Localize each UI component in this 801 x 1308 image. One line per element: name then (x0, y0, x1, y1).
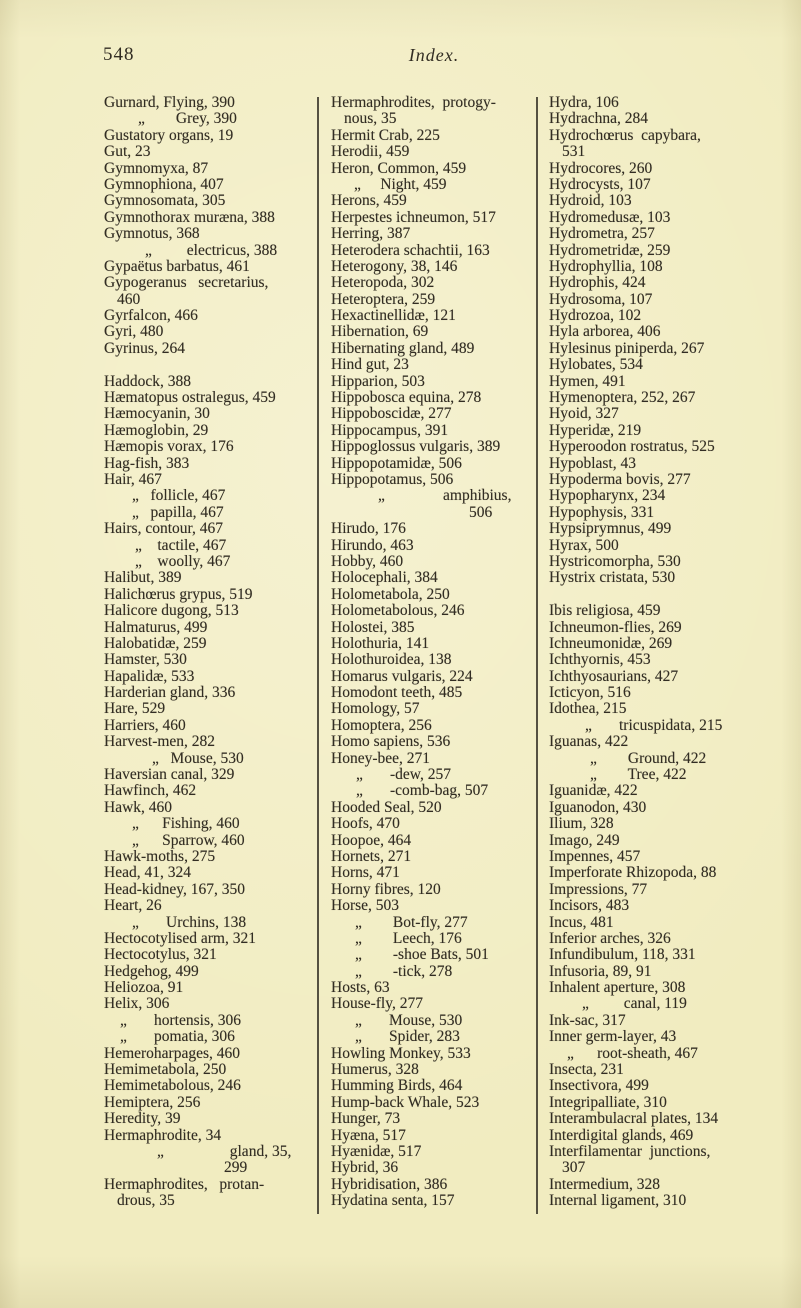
index-entry: Holocephali, 384 (331, 569, 438, 587)
index-entry: Horny fibres, 120 (331, 880, 441, 898)
index-entry: Hyæna, 517 (331, 1126, 406, 1144)
index-entry: Halicore dugong, 513 (104, 602, 239, 620)
index-entry: Impennes, 457 (549, 847, 641, 865)
index-entry: Infundibulum, 118, 331 (549, 946, 696, 964)
index-entry: „ woolly, 467 (135, 552, 231, 570)
index-entry: „ Bot-fly, 277 (355, 913, 468, 931)
index-entry: „ Leech, 176 (355, 929, 462, 947)
index-entry: Helix, 306 (104, 995, 170, 1013)
index-entry: Hyperoodon rostratus, 525 (549, 438, 715, 456)
index-entry: Hunger, 73 (331, 1110, 401, 1128)
index-entry: Hydrachna, 284 (549, 110, 648, 128)
index-entry: Hæmatopus ostralegus, 459 (104, 389, 276, 407)
index-entry: Heredity, 39 (104, 1110, 181, 1128)
index-entry: Hylobates, 534 (549, 356, 643, 374)
index-entry: Hystrix cristata, 530 (549, 569, 676, 587)
index-entry: Inferior arches, 326 (549, 929, 671, 947)
index-entry: Hectocotylus, 321 (104, 946, 217, 964)
index-entry: „ Tree, 422 (590, 766, 687, 784)
index-entry: Hemeroharpages, 460 (104, 1044, 241, 1062)
index-entry: „ tricuspidata, 215 (585, 716, 723, 734)
index-entry: Gymnophiona, 407 (104, 175, 224, 193)
index-entry: Holothuroidea, 138 (331, 651, 452, 669)
index-entry: Hump-back Whale, 523 (331, 1093, 480, 1111)
index-entry: Hydrochœrus capybara, (549, 126, 701, 144)
index-entry: Hermaphrodites, protan- (104, 1175, 265, 1193)
index-entry: Hectocotylised arm, 321 (104, 929, 256, 947)
index-entry: Gymnomyxa, 87 (104, 159, 209, 177)
index-entry: Hobby, 460 (331, 552, 404, 570)
index-entry: Heron, Common, 459 (331, 159, 467, 177)
index-entry: Hexactinellidæ, 121 (331, 307, 456, 325)
index-entry: Gyri, 480 (104, 323, 164, 341)
index-entry: Hirudo, 176 (331, 520, 406, 538)
index-entry: Hybridisation, 386 (331, 1175, 448, 1193)
index-entry: Hamster, 530 (104, 651, 187, 669)
index-entry: Harriers, 460 (104, 716, 186, 734)
index-entry: Howling Monkey, 533 (331, 1044, 471, 1062)
column-divider-left (317, 97, 319, 1214)
index-entry: Hippocampus, 391 (331, 421, 449, 439)
index-entry: „ -tick, 278 (355, 962, 453, 980)
index-entry: Heterogony, 38, 146 (331, 257, 458, 275)
index-entry: Gyrinus, 264 (104, 339, 185, 357)
index-entry: Heteropoda, 302 (331, 274, 435, 292)
index-entry: Gymnosomata, 305 (104, 192, 226, 210)
index-entry: „ gland, 35, (157, 1143, 292, 1160)
index-entry: Hippoboscidæ, 277 (331, 405, 452, 423)
index-entry: Hydrophyllia, 108 (549, 257, 663, 275)
index-entry: drous, 35 (117, 1192, 175, 1210)
index-entry: Ichthyosaurians, 427 (549, 667, 679, 685)
index-entry: Intermedium, 328 (549, 1175, 661, 1193)
index-entry: Head-kidney, 167, 350 (104, 880, 246, 898)
index-entry: Integripalliate, 310 (549, 1093, 667, 1111)
index-entry: 531 (562, 143, 586, 161)
index-entry: Hæmoglobin, 29 (104, 421, 209, 439)
index-entry: Hyrax, 500 (549, 536, 619, 554)
index-entry: 307 (562, 1159, 586, 1177)
page-title: Index. (408, 45, 460, 65)
index-entry: Hedgehog, 499 (104, 962, 199, 980)
index-entry: „ Grey, 390 (138, 110, 237, 128)
index-entry: Gypaëtus barbatus, 461 (104, 257, 250, 275)
index-entry: Hoopoe, 464 (331, 831, 412, 849)
index-entry: Horns, 471 (331, 864, 400, 882)
index-entry: Inhalent aperture, 308 (549, 979, 686, 997)
index-entry: Hydra, 106 (549, 94, 619, 111)
index-entry: Hippobosca equina, 278 (331, 389, 482, 407)
index-entry: Hydrometridæ, 259 (549, 241, 671, 259)
index-entry: Imperforate Rhizopoda, 88 (549, 864, 717, 882)
index-entry: Hosts, 63 (331, 979, 390, 997)
index-entry: 299 (224, 1159, 248, 1177)
index-entry: Hydrocysts, 107 (549, 175, 651, 193)
index-entry: Internal ligament, 310 (549, 1192, 687, 1210)
index-entry: Halibut, 389 (104, 569, 182, 587)
index-entry: Hyperidæ, 219 (549, 421, 642, 439)
index-entry: Interdigital glands, 469 (549, 1126, 694, 1144)
index-entry: Hermit Crab, 225 (331, 126, 440, 144)
index-entry: Hydrozoa, 102 (549, 307, 642, 325)
index-entry: 506 (469, 503, 493, 521)
index-entry: Hæmocyanin, 30 (104, 405, 210, 423)
index-entry: Ink-sac, 317 (549, 1011, 626, 1029)
index-entry: Halobatidæ, 259 (104, 634, 207, 652)
index-entry: Hippopotamidæ, 506 (331, 454, 462, 472)
index-entry: Herons, 459 (331, 192, 407, 210)
index-entry: Gurnard, Flying, 390 (104, 94, 235, 111)
index-entry: Hymen, 491 (549, 372, 626, 390)
index-entry: Humming Birds, 464 (331, 1077, 463, 1095)
index-column-left (104, 95, 316, 1210)
index-entry: Halmaturus, 499 (104, 618, 208, 636)
index-entry: Heterodera schachtii, 163 (331, 241, 490, 259)
index-entry: „ electricus, 388 (145, 241, 278, 259)
index-entry: Herpestes ichneumon, 517 (331, 208, 496, 226)
index-entry: Hybrid, 36 (331, 1159, 399, 1177)
index-entry: House-fly, 277 (331, 995, 423, 1013)
index-entry: Hare, 529 (104, 700, 166, 718)
index-entry: Heliozoa, 91 (104, 979, 184, 997)
page-number: 548 (103, 44, 135, 65)
index-entry: „ Night, 459 (354, 175, 447, 193)
index-entry: Interfilamentar junctions, (549, 1143, 711, 1160)
index-entry: Interambulacral plates, 134 (549, 1110, 719, 1128)
index-entry: „ Spider, 283 (355, 1028, 460, 1046)
index-entry: Hypophysis, 331 (549, 503, 655, 521)
index-entry: Icticyon, 516 (549, 684, 631, 702)
index-entry: Head, 41, 324 (104, 864, 191, 882)
index-entry: Insectivora, 499 (549, 1077, 649, 1095)
index-entry: Holostei, 385 (331, 618, 415, 636)
index-entry: „ -dew, 257 (356, 766, 451, 784)
index-entry: Herodii, 459 (331, 143, 410, 161)
index-entry: Hydromedusæ, 103 (549, 208, 671, 226)
index-entry: Hyænidæ, 517 (331, 1143, 422, 1160)
index-entry: Holothuria, 141 (331, 634, 430, 652)
index-entry: „ amphibius, (378, 487, 512, 505)
index-entry: „ root-sheath, 467 (567, 1044, 698, 1062)
index-entry: Harderian gland, 336 (104, 684, 236, 702)
index-entry: Hapalidæ, 533 (104, 667, 195, 685)
index-entry: Hirundo, 463 (331, 536, 414, 554)
index-entry: Hystricomorpha, 530 (549, 552, 681, 570)
index-entry: „ follicle, 467 (132, 487, 226, 505)
index-entry: „ Ground, 422 (590, 749, 707, 767)
index-entry: Hyla arborea, 406 (549, 323, 661, 341)
index-entry: Infusoria, 89, 91 (549, 962, 652, 980)
index-entry: Hibernating gland, 489 (331, 339, 475, 357)
index-entry: Hind gut, 23 (331, 356, 409, 374)
index-entry: Herring, 387 (331, 225, 411, 243)
index-entry: „ -comb-bag, 507 (356, 782, 489, 800)
index-entry: Gut, 23 (104, 143, 151, 161)
index-entry: „ pomatia, 306 (120, 1028, 235, 1046)
index-entry: Hippoglossus vulgaris, 389 (331, 438, 501, 456)
index-entry: „ Sparrow, 460 (132, 831, 245, 849)
index-entry: Gymnotus, 368 (104, 225, 200, 243)
index-entry: Ichthyornis, 453 (549, 651, 651, 669)
index-entry: Homology, 57 (331, 700, 420, 718)
index-entry: Halichœrus grypus, 519 (104, 585, 253, 603)
index-entry: Hydroid, 103 (549, 192, 632, 210)
index-entry: Hawk, 460 (104, 798, 173, 816)
index-entry: Incisors, 483 (549, 897, 630, 915)
index-entry: Iguanodon, 430 (549, 798, 647, 816)
index-entry: Hyoid, 327 (549, 405, 619, 423)
index-entry: Hawfinch, 462 (104, 782, 197, 800)
column-divider-right (536, 97, 538, 1214)
index-entry: Gymnothorax muræna, 388 (104, 208, 275, 226)
index-entry: „ papilla, 467 (132, 503, 224, 521)
index-entry: Honey-bee, 271 (331, 749, 430, 767)
index-entry: Hydrometra, 257 (549, 225, 655, 243)
index-entry: Ichneumon-flies, 269 (549, 618, 682, 636)
index-entry: Hag-fish, 383 (104, 454, 190, 472)
index-entry: Homodont teeth, 485 (331, 684, 463, 702)
index-entry: Ichneumonidæ, 269 (549, 634, 673, 652)
index-entry: Hydrosoma, 107 (549, 290, 653, 308)
index-entry (104, 357, 316, 373)
index-entry: Hymenoptera, 252, 267 (549, 389, 696, 407)
index-entry: Haddock, 388 (104, 372, 191, 390)
index-entry: Hypopharynx, 234 (549, 487, 666, 505)
index-entry: Gyrfalcon, 466 (104, 307, 198, 325)
index-entry: Hawk-moths, 275 (104, 847, 216, 865)
index-column-right (549, 95, 784, 1210)
index-entry: Hypoderma bovis, 277 (549, 470, 691, 488)
index-entry: 460 (117, 290, 141, 308)
index-entry: „ Urchins, 138 (132, 913, 247, 931)
index-entry (549, 587, 784, 603)
index-entry: Gypogeranus secretarius, (104, 274, 269, 292)
index-entry: Horse, 503 (331, 897, 400, 915)
index-entry: Hibernation, 69 (331, 323, 429, 341)
index-entry: Iguanidæ, 422 (549, 782, 638, 800)
index-entry: Hemimetabolous, 246 (104, 1077, 241, 1095)
index-entry: „ -shoe Bats, 501 (355, 946, 489, 964)
index-entry: Impressions, 77 (549, 880, 648, 898)
index-entry: nous, 35 (344, 110, 397, 128)
index-entry: Hooded Seal, 520 (331, 798, 442, 816)
index-entry: Hylesinus piniperda, 267 (549, 339, 705, 357)
index-entry: „ Mouse, 530 (355, 1011, 463, 1029)
index-entry: Hoofs, 470 (331, 815, 400, 833)
index-entry: Hypsiprymnus, 499 (549, 520, 672, 538)
index-entry: „ hortensis, 306 (120, 1011, 241, 1029)
index-entry: Gustatory organs, 19 (104, 126, 234, 144)
index-entry: Homoptera, 256 (331, 716, 432, 734)
index-entry: Hipparion, 503 (331, 372, 425, 390)
index-entry: Homo sapiens, 536 (331, 733, 451, 751)
index-entry: Hydrocores, 260 (549, 159, 653, 177)
index-entry: Hemimetabola, 250 (104, 1061, 227, 1079)
index-entry: Imago, 249 (549, 831, 620, 849)
index-entry: Hemiptera, 256 (104, 1093, 201, 1111)
index-entry: Iguanas, 422 (549, 733, 629, 751)
index-entry: Idothea, 215 (549, 700, 627, 718)
index-entry: Hermaphrodites, protogy- (331, 94, 496, 111)
index-entry: Ibis religiosa, 459 (549, 602, 661, 620)
index-entry: Holometabola, 250 (331, 585, 450, 603)
index-entry: Heteroptera, 259 (331, 290, 436, 308)
index-entry: Hippopotamus, 506 (331, 470, 454, 488)
index-entry: Hydrophis, 424 (549, 274, 646, 292)
index-entry: Hypoblast, 43 (549, 454, 636, 472)
index-entry: Hairs, contour, 467 (104, 520, 224, 538)
index-entry: „ canal, 119 (582, 995, 687, 1013)
index-entry: Heart, 26 (104, 897, 162, 915)
index-entry: Harvest-men, 282 (104, 733, 216, 751)
index-entry: Hermaphrodite, 34 (104, 1126, 222, 1144)
index-entry: Homarus vulgaris, 224 (331, 667, 473, 685)
index-entry: „ tactile, 467 (135, 536, 227, 554)
index-entry: Hydatina senta, 157 (331, 1192, 455, 1210)
index-entry: Hair, 467 (104, 470, 162, 488)
index-entry: Hornets, 271 (331, 847, 412, 865)
index-entry: Humerus, 328 (331, 1061, 419, 1079)
index-entry: Insecta, 231 (549, 1061, 624, 1079)
index-entry: Inner germ-layer, 43 (549, 1028, 677, 1046)
index-entry: Hæmopis vorax, 176 (104, 438, 234, 456)
index-entry: Ilium, 328 (549, 815, 614, 833)
index-entry: „ Fishing, 460 (132, 815, 240, 833)
index-entry: Holometabolous, 246 (331, 602, 465, 620)
index-column-middle (331, 95, 535, 1210)
index-entry: „ Mouse, 530 (152, 749, 244, 767)
index-entry: Haversian canal, 329 (104, 766, 235, 784)
index-entry: Incus, 481 (549, 913, 614, 931)
